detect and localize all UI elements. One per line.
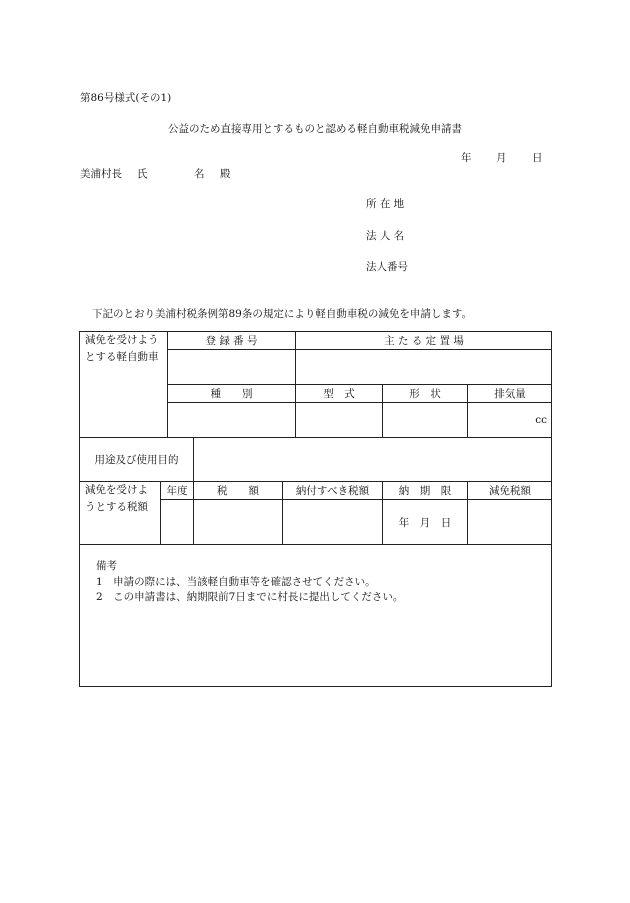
type-header: 種 別 bbox=[210, 388, 253, 400]
deadline-date: 年 月 日 bbox=[398, 516, 452, 529]
note-item-2: 2 この申請書は、納期限前7日までに村長に提出してください。 bbox=[96, 591, 404, 603]
date-month-label: 月 bbox=[496, 152, 507, 164]
addressee-shi: 氏 bbox=[137, 168, 148, 180]
reg-number-header: 登 録 番 号 bbox=[205, 335, 258, 347]
vehicle-label-line2: とする軽自動車 bbox=[85, 351, 159, 363]
displacement-field[interactable] bbox=[468, 403, 552, 437]
form-number: 第86号様式(その1) bbox=[80, 92, 172, 104]
reduced-tax-header: 減免税額 bbox=[489, 485, 531, 497]
tax-due-field[interactable] bbox=[283, 500, 382, 544]
vehicle-label bbox=[80, 332, 172, 437]
date-day-label: 日 bbox=[532, 152, 543, 164]
tax-amount-field[interactable] bbox=[194, 500, 282, 544]
address-label: 所 在 地 bbox=[366, 198, 405, 210]
fiscal-year-field[interactable] bbox=[161, 500, 193, 544]
reduced-tax-field[interactable] bbox=[468, 500, 552, 544]
shape-header: 形 状 bbox=[409, 388, 441, 400]
storage-place-header: 主 た る 定 置 場 bbox=[384, 335, 464, 347]
shape-field[interactable] bbox=[383, 403, 467, 437]
addressee-mei: 名 bbox=[194, 168, 205, 180]
application-statement: 下記のとおり美浦村税条例第89条の規定により軽自動車税の減免を申請します。 bbox=[92, 308, 473, 320]
addressee-village: 美浦村長 bbox=[80, 168, 122, 180]
document-title: 公益のため直接専用とするものと認める軽自動車税減免申請書 bbox=[168, 123, 462, 135]
displacement-header: 排気量 bbox=[494, 388, 526, 400]
reg-number-field[interactable] bbox=[168, 350, 295, 384]
notes-heading: 備考 bbox=[96, 560, 117, 572]
notes-section bbox=[96, 559, 403, 606]
storage-place-field[interactable] bbox=[296, 350, 552, 384]
corp-name-label: 法 人 名 bbox=[366, 230, 405, 242]
application-table bbox=[79, 331, 552, 687]
vehicle-label-line1: 減免を受けよう bbox=[85, 334, 159, 346]
fiscal-year-header: 年度 bbox=[166, 485, 188, 497]
date-year-label: 年 bbox=[461, 152, 472, 164]
tax-label bbox=[80, 482, 165, 544]
type-field[interactable] bbox=[168, 403, 295, 437]
model-header: 型 式 bbox=[323, 388, 355, 400]
note-item-1: 1 申請の際には、当該軽自動車等を確認させてください。 bbox=[96, 575, 376, 588]
tax-label-line2: うとする税額 bbox=[85, 501, 148, 513]
deadline-header: 納 期 限 bbox=[398, 485, 452, 497]
usage-field[interactable] bbox=[194, 438, 552, 481]
model-field[interactable] bbox=[296, 403, 382, 437]
tax-label-line1: 減免を受けよ bbox=[85, 484, 148, 496]
cc-unit: cc bbox=[535, 414, 547, 426]
tax-due-header: 納付すべき税額 bbox=[295, 485, 370, 497]
addressee-dono: 殿 bbox=[220, 168, 231, 180]
corp-number-label: 法人番号 bbox=[366, 261, 408, 273]
deadline-field[interactable] bbox=[383, 500, 467, 544]
usage-label: 用途及び使用目的 bbox=[94, 454, 179, 466]
tax-amount-header: 税 額 bbox=[217, 485, 259, 497]
